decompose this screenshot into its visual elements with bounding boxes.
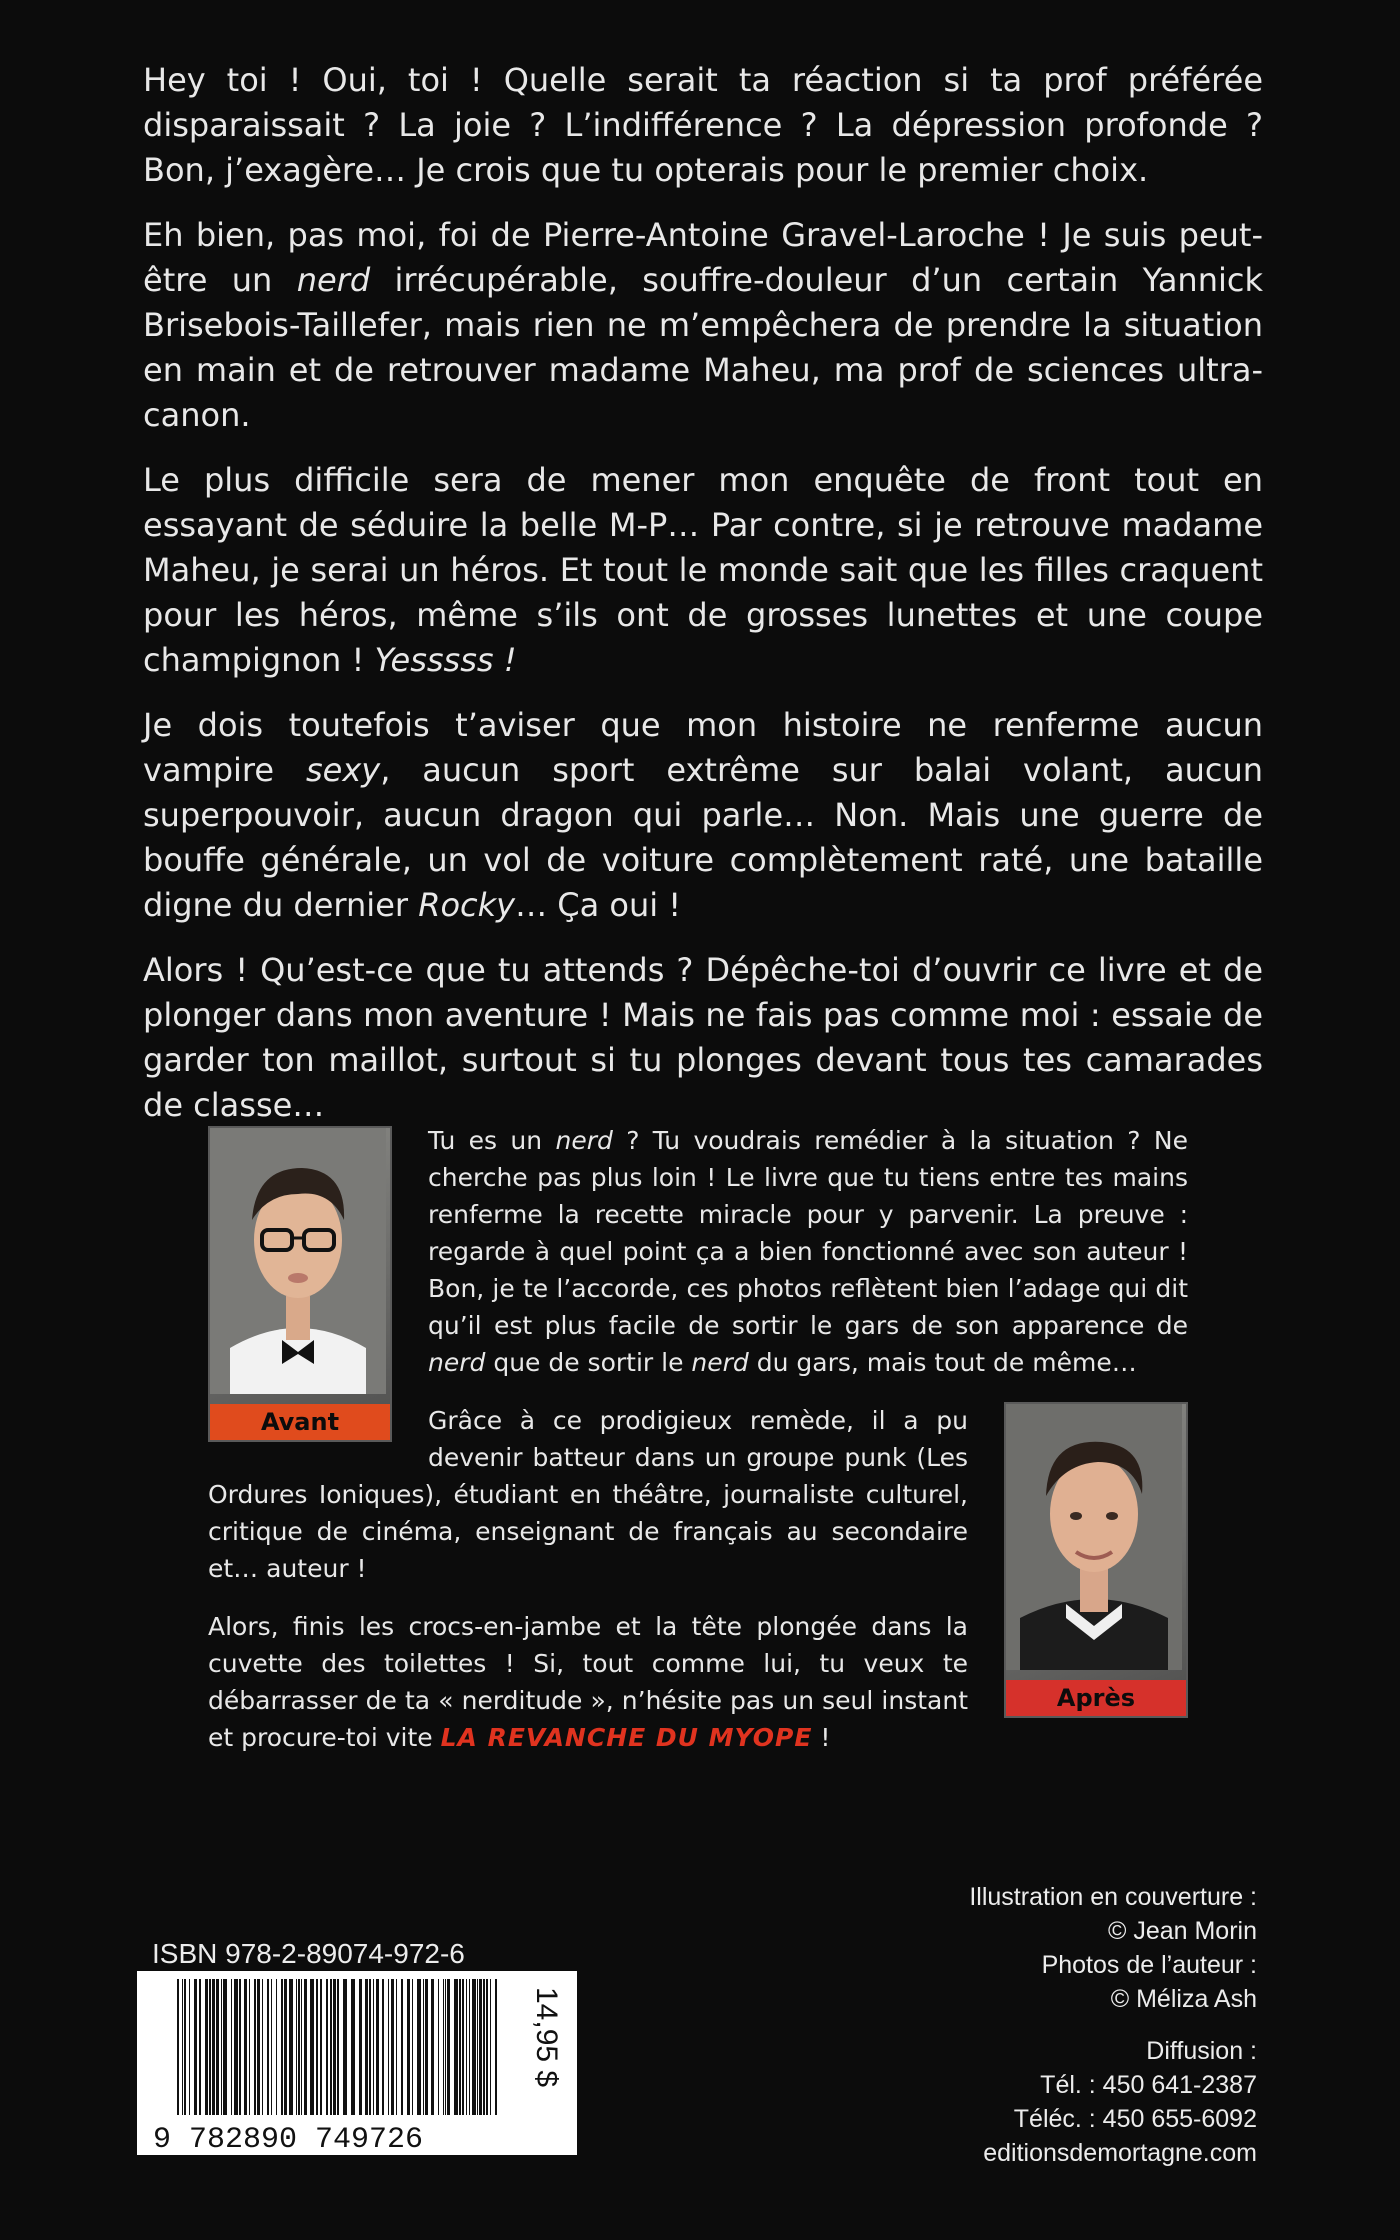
barcode-bar [431, 1979, 434, 2115]
barcode-bar [438, 1979, 439, 2115]
illustration-credit-name: © Jean Morin [1107, 1917, 1257, 1945]
author-bio [208, 1122, 1188, 1777]
before-badge: Avant [210, 1404, 390, 1441]
spacer [837, 2016, 1257, 2034]
barcode-bar [466, 1979, 467, 2115]
barcode-bars [177, 1979, 497, 2115]
barcode-bar [310, 1979, 314, 2115]
barcode-bar [221, 1979, 222, 2115]
barcode-bar [337, 1979, 339, 2115]
barcode-bar [223, 1979, 227, 2115]
barcode-bar [216, 1979, 219, 2115]
synopsis-paragraph-5: Alors ! Qu’est-ce que tu attends ? Dépêche-toi d’ouvrir ce livre et de plonger dans mon aventure ! Mais ne fais pas comme moi : essaie de garder ton maillot, surtout si tu plonges devant tous tes camarades de classe… [143, 951, 1263, 1124]
barcode-bar [205, 1979, 208, 2115]
barcode-bar [276, 1979, 277, 2115]
nerd-portrait-illustration [210, 1128, 386, 1394]
barcode-bar [262, 1979, 263, 2115]
barcode-bar [333, 1979, 336, 2115]
barcode-bar [296, 1979, 297, 2115]
author-before-picture [210, 1128, 390, 1404]
text-run: ! [812, 1723, 831, 1752]
barcode-bar [330, 1979, 332, 2115]
barcode-bar [231, 1979, 232, 2115]
barcode-bar [396, 1979, 397, 2115]
barcode-bar [417, 1979, 421, 2115]
publisher-credits [837, 1880, 1257, 2170]
barcode-bar [391, 1979, 394, 2115]
barcode-bar [284, 1979, 287, 2115]
barcode-bar [479, 1979, 482, 2115]
barcode-bar [425, 1979, 428, 2115]
barcode-bar [382, 1979, 384, 2115]
barcode-digits: 9 782890 749726 [153, 2123, 424, 2155]
emphasis: nerd [691, 1348, 749, 1377]
barcode-bar [267, 1979, 269, 2115]
barcode-bar [376, 1979, 379, 2115]
barcode-bar [316, 1979, 318, 2115]
barcode-bar [184, 1979, 186, 2115]
barcode-bar [257, 1979, 260, 2115]
synopsis-paragraph-3 [143, 458, 1263, 683]
text-run: Tu es un [428, 1126, 556, 1155]
barcode-bar [472, 1979, 476, 2115]
after-badge: Après [1006, 1680, 1186, 1717]
isbn-number: ISBN 978-2-89074-972-6 [152, 1938, 465, 1969]
barcode-bar [343, 1979, 347, 2115]
barcode-bar [177, 1979, 179, 2115]
barcode-bar [239, 1979, 241, 2115]
barcode-bar [359, 1979, 362, 2115]
barcode-bar [369, 1979, 371, 2115]
diffusion-label: Diffusion : [1146, 2037, 1257, 2065]
synopsis-paragraph-4 [143, 703, 1263, 928]
barcode-bar [304, 1979, 307, 2115]
barcode-bar [320, 1979, 322, 2115]
book-title: LA REVANCHE DU MYOPE [440, 1723, 813, 1752]
emphasis: sexy [305, 751, 381, 789]
barcode-bar [234, 1979, 238, 2115]
emphasis: Yesssss ! [374, 641, 517, 679]
photo-credit-label: Photos de l’auteur : [1041, 1951, 1257, 1979]
synopsis-paragraph-1: Hey toi ! Oui, toi ! Quelle serait ta réaction si ta prof préférée disparaissait ? La joie ? L’indifférence ? La dépression profonde ? Bon, j’exagère… Je crois que tu opterais pour le premier choix. [143, 61, 1263, 189]
barcode-bar [388, 1979, 389, 2115]
text-run: Le plus difficile sera de mener mon enquête de front tout en essayant de séduire la belle M-P… Par contre, si je retrouve madame Maheu, je serai un héros. Et tout le monde sait que les filles craquent pour les héros, même s’ils ont de grosses lunettes et une coupe champignon ! [143, 461, 1263, 679]
text-run: Je dois toutefois t’aviser que mon histoire ne renferme aucun vampire [143, 706, 1263, 789]
author-photo-after [1004, 1402, 1188, 1718]
barcode-bar [401, 1979, 403, 2115]
barcode-bar [351, 1979, 355, 2115]
emphasis: nerd [296, 261, 371, 299]
photo-credit-name: © Méliza Ash [1110, 1985, 1257, 2013]
bio-paragraph-2: Grâce à ce prodigieux remède, il a pu devenir batteur dans un groupe punk (Les Ordures Ioniques), étudiant en théâtre, journaliste culturel, critique de cinéma, enseignant de français au secondaire et… auteur ! [208, 1406, 968, 1583]
author-portrait-illustration [1006, 1404, 1182, 1670]
text-run: irrécupérable, souffre-douleur d’un certain Yannick Brisebois-Taillefer, mais rien ne m’empêchera de prendre la situation en main et de retrouver madame Maheu, ma prof de sciences ultra-canon. [143, 261, 1264, 434]
barcode-bar [182, 1979, 183, 2115]
barcode-bar [209, 1979, 211, 2115]
barcode-bar [454, 1979, 458, 2115]
barcode [137, 1971, 577, 2155]
text-run: Eh bien, pas moi, foi de Pierre-Antoine Gravel-Laroche ! Je suis peut-être un [143, 216, 1263, 299]
barcode-bar [469, 1979, 470, 2115]
barcode-bar [459, 1979, 461, 2115]
text-run: , aucun sport extrême sur balai volant, aucun superpouvoir, aucun dragon qui parle… Non. Mais une guerre de bouffe générale, un vol de voiture complètement raté, une bataille digne du dernier [143, 751, 1263, 924]
text-run: que de sortir le [485, 1348, 692, 1377]
fax: Téléc. : 450 655-6092 [1013, 2105, 1257, 2133]
barcode-bar [443, 1979, 444, 2115]
barcode-bar [407, 1979, 410, 2115]
author-photo-before [208, 1126, 392, 1442]
barcode-bar [447, 1979, 450, 2115]
barcode-bar [445, 1979, 446, 2115]
illustration-credit-label: Illustration en couverture : [969, 1883, 1257, 1911]
back-cover-synopsis [143, 58, 1263, 1148]
barcode-bar [373, 1979, 374, 2115]
barcode-bar [281, 1979, 283, 2115]
barcode-bar [254, 1979, 256, 2115]
text-run: ? Tu voudrais remédier à la situation ? Ne cherche pas plus loin ! Le livre que tu tiens entre tes mains renferme la recette miracle pour y parvenir. La preuve : regarde à quel point ça a bien fonctionné avec son auteur ! Bon, je te l’accorde, ces photos reflètent bien l’adage qui dit qu’il est plus facile de sortir le gars de son apparence de [428, 1126, 1189, 1340]
website: editionsdemortagne.com [983, 2139, 1257, 2167]
barcode-bar [326, 1979, 328, 2115]
barcode-bar [249, 1979, 250, 2115]
barcode-bar [490, 1979, 491, 2115]
text-run: du gars, mais tout de même… [748, 1348, 1137, 1377]
barcode-bar [483, 1979, 485, 2115]
barcode-bar [462, 1979, 464, 2115]
synopsis-paragraph-2 [143, 213, 1263, 438]
barcode-bar [423, 1979, 424, 2115]
barcode-bar [301, 1979, 302, 2115]
barcode-bar [244, 1979, 247, 2115]
text-run: Alors, finis les crocs-en-jambe et la tête plongée dans la cuvette des toilettes ! Si, tout comme lui, tu veux te débarrasser de ta « nerditude », n’hésite pas un seul instant et procure-toi vite [208, 1612, 968, 1752]
barcode-bar [477, 1979, 478, 2115]
barcode-bar [199, 1979, 201, 2115]
emphasis: nerd [555, 1126, 613, 1155]
barcode-bar [189, 1979, 190, 2115]
barcode-bar [486, 1979, 488, 2115]
barcode-bar [495, 1979, 497, 2115]
price-label: 14,95 $ [530, 1987, 563, 2088]
barcode-bar [412, 1979, 413, 2115]
author-after-picture [1006, 1404, 1186, 1680]
barcode-graphic [137, 1971, 577, 2155]
emphasis: nerd [428, 1348, 486, 1377]
barcode-bar [289, 1979, 293, 2115]
barcode-bar [365, 1979, 368, 2115]
emphasis: Rocky [418, 886, 516, 924]
barcode-bar [194, 1979, 197, 2115]
barcode-bar [298, 1979, 300, 2115]
barcode-bar [271, 1979, 272, 2115]
barcode-bar [212, 1979, 215, 2115]
text-run: … Ça oui ! [515, 886, 682, 924]
telephone: Tél. : 450 641-2387 [1040, 2071, 1257, 2099]
